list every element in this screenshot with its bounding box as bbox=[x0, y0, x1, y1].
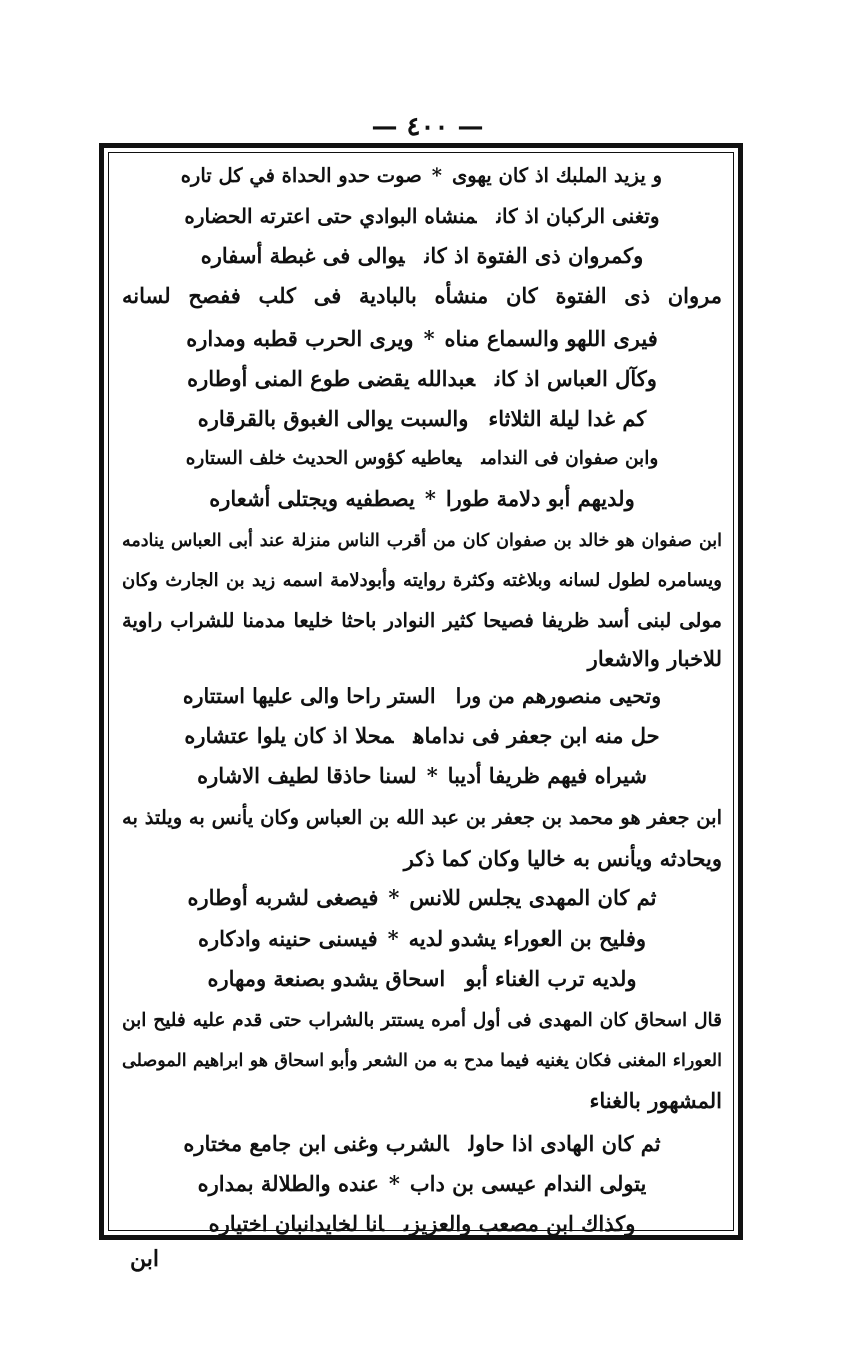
verse-hemistich-first: وكمروان ذى الفتوة اذ كان bbox=[424, 243, 644, 268]
prose-line: ويسامره لطول لسانه وبلاغته وكثرة روايته وأبودلامة اسمه زيد بن الجارث وكان bbox=[122, 570, 722, 591]
catchword: ابن bbox=[130, 1246, 159, 1272]
verse-hemistich-first: ولديهم أبو دلامة طورا bbox=[445, 486, 635, 511]
verse-line bbox=[182, 1168, 662, 1200]
prose-line: العوراء المغنى فكان يغنيه فيما مدح به من الشعر وأبو اسحاق هو ابراهيم الموصلى bbox=[122, 1051, 722, 1071]
verse-separator: * bbox=[388, 885, 400, 910]
verse-hemistich-first: وفليح بن العوراء يشدو لديه bbox=[408, 926, 647, 951]
prose-line: ابن صفوان هو خالد بن صفوان كان من أقرب الناس منزلة عند أبى العباس ينادمه bbox=[122, 531, 722, 551]
verse-hemistich-first: حل منه ابن جعفر فى نداماه bbox=[413, 723, 660, 748]
verse-line bbox=[182, 323, 662, 355]
verse-hemistich-first: يتولى الندام عيسى بن داب bbox=[409, 1171, 647, 1196]
verse-line bbox=[182, 680, 662, 712]
prose-line: ابن جعفر هو محمد بن جعفر بن عبد الله بن العباس وكان يأنس به ويلتذ به bbox=[122, 806, 723, 829]
verse-line bbox=[182, 363, 662, 395]
verse-line bbox=[182, 720, 662, 752]
verse-separator: * bbox=[431, 164, 442, 187]
prose-line: قال اسحاق كان المهدى فى أول أمره يستتر بالشراب حتى قدم عليه فليح ابن bbox=[122, 1010, 722, 1031]
verse-line bbox=[182, 963, 662, 995]
verse-separator: * bbox=[388, 1171, 400, 1196]
verse-hemistich-second: صوت حدو الحداة في كل تاره bbox=[180, 164, 422, 187]
verse-separator: * bbox=[424, 486, 436, 511]
verse-line bbox=[182, 1208, 662, 1240]
verse-hemistich-first: ثم كان الهادى اذا حاول bbox=[468, 1131, 661, 1156]
verse-hemistich-first: وكذاك ابن مصعب والعزيزى bbox=[403, 1211, 636, 1236]
prose-line: مولى لبنى أسد ظريفا فصيحا كثير النوادر باحثا خليعا مدمنا للشراب راوية bbox=[122, 609, 722, 632]
verse-hemistich-second: الشرب وغنى ابن جامع مختاره bbox=[183, 1131, 449, 1156]
verse-hemistich-second: يعاطيه كؤوس الحديث خلف الستاره bbox=[185, 448, 462, 469]
verse-hemistich-second: اسحاق يشدو بصنعة ومهاره bbox=[207, 966, 446, 991]
verse-line bbox=[182, 1128, 662, 1160]
prose-line: ويحادثه ويأنس به خاليا وكان كما ذكر bbox=[403, 846, 722, 871]
verse-hemistich-second: يوالى فى غبطة أسفاره bbox=[200, 243, 405, 268]
verse-hemistich-first: كم غدا ليلة الثلاثاء bbox=[488, 406, 647, 431]
verse-hemistich-first: وابن صفوان فى الندامى bbox=[481, 448, 659, 469]
verse-hemistich-second: والسبت يوالى الغبوق بالقرقاره bbox=[197, 406, 469, 431]
verse-line bbox=[182, 443, 662, 475]
verse-hemistich-second: يصطفيه ويجتلى أشعاره bbox=[209, 486, 415, 511]
verse-hemistich-second: منشاه البوادي حتى اعترته الحضاره bbox=[184, 204, 477, 228]
verse-separator: * bbox=[387, 926, 399, 951]
verse-hemistich-second: انا لخايدانبان اختياره bbox=[208, 1211, 384, 1236]
verse-line bbox=[182, 882, 662, 914]
verse-line bbox=[182, 760, 662, 792]
verse-line bbox=[182, 923, 662, 955]
prose-line: مروان ذى الفتوة كان منشأه بالبادية فى كلب ففصح لسانه bbox=[122, 283, 722, 308]
verse-hemistich-first: و يزيد الملبك اذ كان يهوى bbox=[451, 164, 662, 187]
verse-separator: * bbox=[423, 326, 435, 351]
verse-hemistich-second: عبدالله يقضى طوع المنى أوطاره bbox=[187, 366, 475, 391]
verse-hemistich-second: لسنا حاذقا لطيف الاشاره bbox=[197, 763, 417, 788]
verse-hemistich-second: محلا اذ كان يلوا عتشاره bbox=[184, 723, 394, 748]
prose-line: المشهور بالغناء bbox=[589, 1088, 722, 1113]
verse-hemistich-first: ثم كان المهدى يجلس للانس bbox=[409, 885, 657, 910]
verse-hemistich-first: وتغنى الركبان اذ كان bbox=[496, 204, 660, 228]
verse-line bbox=[182, 200, 662, 232]
verse-hemistich-second: فيسنى حنينه وادكاره bbox=[197, 926, 378, 951]
verse-hemistich-second: الستر راحا والى عليها استتاره bbox=[182, 684, 436, 708]
verse-hemistich-first: ولديه ترب الغناء أبو bbox=[465, 966, 637, 991]
prose-line: للاخبار والاشعار bbox=[587, 646, 722, 671]
verse-hemistich-second: عنده والطلالة بمداره bbox=[197, 1171, 379, 1196]
verse-hemistich-first: وتحيى منصورهم من ورا bbox=[455, 684, 662, 708]
verse-hemistich-first: فيرى اللهو والسماع مناه bbox=[444, 326, 658, 351]
verse-line bbox=[182, 483, 662, 515]
text-block bbox=[112, 160, 732, 1236]
verse-line bbox=[182, 160, 662, 192]
verse-separator: * bbox=[426, 763, 438, 788]
verse-line bbox=[182, 403, 662, 435]
verse-hemistich-first: وكآل العباس اذ كان bbox=[495, 366, 657, 391]
verse-hemistich-second: ويرى الحرب قطبه ومداره bbox=[186, 326, 414, 351]
page-number: — ٤٠٠ — bbox=[371, 112, 484, 142]
verse-hemistich-second: فيصغى لشربه أوطاره bbox=[187, 885, 379, 910]
verse-line bbox=[182, 240, 662, 272]
verse-hemistich-first: شيراه فيهم ظريفا أديبا bbox=[447, 763, 647, 788]
